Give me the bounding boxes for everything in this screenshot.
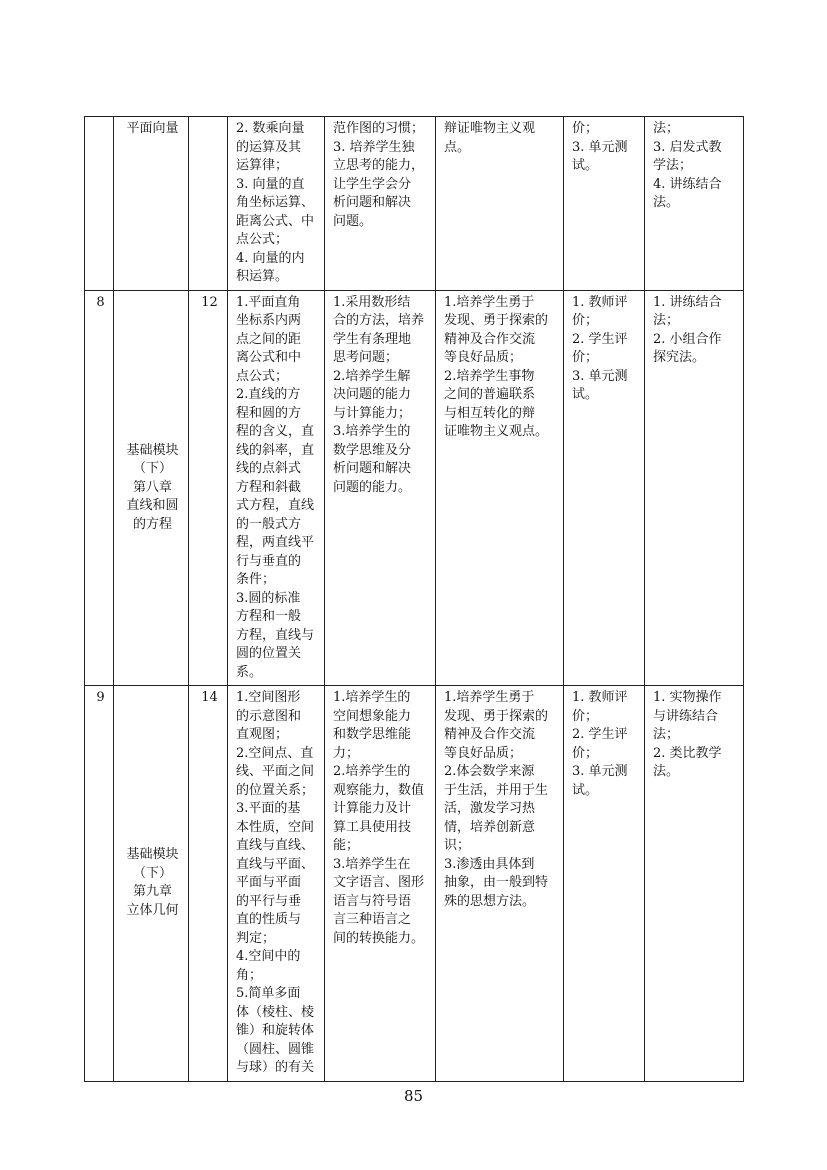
cell-text-line: （圆柱、圆锥 [236,1041,315,1057]
quality-goals-cell [436,686,564,1082]
cell-text-line: 3.培养学生在 [333,856,411,872]
module-chapter-cell [114,290,189,686]
cell-text-line: 程的含义，直 [236,424,315,439]
cell-text-line: 探究法。 [653,350,706,365]
ability-goals-cell [325,686,436,1082]
cell-text-line: 4.空间中的 [236,949,301,964]
cell-text-line: 价； [572,121,599,136]
cell-text-line: 和数学思维能 [333,727,412,742]
cell-text-line: 3. 启发式教 [653,139,722,155]
cell-text-line: 观察能力，数值 [333,782,425,798]
cell-text-line: 3.渗透由具体到 [444,856,535,872]
cell-text-line: 2.培养学生解 [333,368,411,384]
cell-text-line: 析问题和解决 [333,195,412,210]
cell-text-line: 基础模块 [126,847,179,863]
cell-text-line: 与相互转化的辩 [444,405,536,421]
cell-text-line: 1.平面直角 [236,294,301,310]
cell-text-line: 方程，直线与 [236,627,315,643]
cell-text-line: 1. 实物操作 [653,690,722,705]
cell-text-line: 2.培养学生事物 [444,368,535,384]
cell-text-line: 第九章 [132,884,172,900]
cell-text-line: 识； [444,838,471,853]
cell-text-line: 3.圆的标准 [236,590,301,606]
teaching-method-cell [645,290,744,686]
cell-text-line: 合的方法，培养 [333,313,425,328]
cell-text-line: 法； [653,121,680,136]
cell-text-line: 线的点斜式 [236,461,302,476]
cell-text-line: 程，两直线平 [236,535,315,550]
row-number-cell: 8 [85,290,114,686]
cell-text-line: 与球）的有关 [236,1060,315,1075]
cell-text-line: 的运算及其 [236,139,302,155]
ability-goals-cell [325,290,436,686]
cell-text-line: 法； [653,313,680,328]
cell-text-line: 范作图的习惯； [333,121,425,136]
module-chapter-cell [114,117,189,291]
assessment-cell [564,290,645,686]
table-row [85,290,744,686]
cell-text-line: 3. 单元测 [572,368,628,384]
cell-text-line: 本性质，空间 [236,819,315,835]
cell-text-line: 精神及合作交流 [444,727,536,742]
cell-text-line: 1. 讲练结合 [653,294,722,310]
cell-text-line: 力； [333,745,360,761]
cell-text-line: 平面与平面 [236,875,302,890]
cell-text-line: 4. 向量的内 [236,250,305,266]
row-number-cell [85,117,114,291]
cell-text-line: 3. 单元测 [572,764,628,779]
cell-text-line: 的位置关系； [236,782,315,798]
cell-text-line: 算工具使用技 [333,819,412,835]
cell-text-line: 1.培养学生的 [333,690,411,705]
cell-text-line: （下） [132,865,172,881]
cell-text-line: 的方程 [132,516,172,532]
cell-text-line: 直观图； [236,727,289,742]
cell-text-line: 发现、勇于探索的 [444,313,549,328]
cell-text-line: 4. 讲练结合 [653,176,722,192]
cell-text-line: 法； [653,727,680,742]
cell-text-line: 试。 [572,158,599,173]
cell-text-line: 析问题和解决 [333,461,412,476]
quality-goals-cell [436,290,564,686]
cell-text-line: 1.采用数形结 [333,294,411,310]
teaching-method-cell [645,117,744,291]
cell-text-line: 锥）和旋转体 [236,1023,315,1038]
cell-text-line: 间的转换能力。 [333,930,425,946]
cell-text-line: 等良好品质； [444,350,523,365]
cell-text-line: 角坐标运算、 [236,195,315,210]
cell-text-line: 1. 教师评 [572,690,628,705]
teaching-content-cell [228,686,325,1082]
cell-text-line: 线的斜率，直 [236,442,315,458]
cell-text-line: 试。 [572,782,599,798]
cell-text-line: 判定； [236,930,276,946]
cell-text-line: 直线与平面、 [236,856,315,872]
cell-text-line: 角； [236,967,263,983]
cell-text-line: 3. 向量的直 [236,176,305,192]
cell-text-line: 运算律； [236,158,289,173]
teaching-content-cell [228,117,325,291]
cell-text-line: 殊的思想方法。 [444,893,536,909]
cell-text-line: 证唯物主义观点。 [444,424,549,439]
cell-text-line: 1. 教师评 [572,294,628,310]
cell-text-line: 学法； [653,158,693,173]
class-hours-cell [189,117,228,291]
cell-text-line: 文字语言、图形 [333,875,425,890]
table-row [85,117,744,291]
cell-text-line: 言三种语言之 [333,912,412,927]
cell-text-line: 价； [572,708,599,724]
row-number-cell: 9 [85,686,114,1082]
cell-text-line: 抽象，由一般到特 [444,875,549,890]
cell-text-line: 点。 [444,139,471,155]
cell-text-line: （下） [132,461,172,476]
table-row [85,686,744,1082]
cell-text-line: 之间的普遍联系 [444,387,536,402]
assessment-cell [564,686,645,1082]
cell-text-line: 空间想象能力 [333,708,412,724]
cell-text-line: 3.培养学生的 [333,424,411,439]
quality-goals-cell [436,117,564,291]
cell-text-line: 基础模块 [126,442,179,458]
cell-text-line: 立思考的能力， [333,158,425,173]
cell-text-line: 点之间的距 [236,331,302,347]
cell-text-line: 的一般式方 [236,516,302,532]
cell-text-line: 能； [333,838,360,853]
page-number: 85 [403,1087,424,1105]
cell-text-line: 5.简单多面 [236,986,301,1001]
module-chapter-cell [114,686,189,1082]
cell-text-line: 方程和一般 [236,609,302,624]
cell-text-line: 系。 [236,664,263,680]
course-syllabus-table [84,116,744,1082]
cell-text-line: 距离公式、中 [236,213,315,229]
cell-text-line: 语言与符号语 [333,893,412,909]
cell-text-line: 数学思维及分 [333,442,412,458]
class-hours-cell: 14 [189,686,228,1082]
cell-text-line: 第八章 [132,479,172,495]
cell-text-line: 离公式和中 [236,350,302,365]
cell-text-line: 问题。 [333,213,373,229]
cell-text-line: 3.平面的基 [236,801,301,816]
ability-goals-cell [325,117,436,291]
cell-text-line: 精神及合作交流 [444,331,536,347]
cell-text-line: 法。 [653,195,680,210]
teaching-method-cell [645,686,744,1082]
cell-text-line: 让学生学会分 [333,176,412,192]
cell-text-line: 2. 学生评 [572,331,628,347]
cell-text-line: 价； [572,745,599,761]
cell-text-line: 点公式； [236,368,289,384]
cell-text-line: 2.体会数学来源 [444,764,535,779]
cell-text-line: 等良好品质； [444,745,523,761]
cell-text-line: 问题的能力。 [333,479,412,495]
cell-text-line: 2. 类比教学 [653,745,722,761]
class-hours-cell: 12 [189,290,228,686]
cell-text-line: 辩证唯物主义观 [444,121,536,136]
cell-text-line: 活，激发学习热 [444,801,536,816]
cell-text-line: 立体几何 [126,902,179,918]
cell-text-line: 2.直线的方 [236,387,301,402]
cell-text-line: 的平行与垂 [236,893,302,909]
cell-text-line: 2.空间点、直 [236,745,314,761]
cell-text-line: 2. 小组合作 [653,331,722,347]
assessment-cell [564,117,645,291]
cell-text-line: 于生活，并用于生 [444,782,549,798]
cell-text-line: 试。 [572,387,599,402]
cell-text-line: 式方程，直线 [236,498,315,513]
cell-text-line: 2. 数乘向量 [236,121,305,136]
cell-text-line: 学生有条理地 [333,331,412,347]
cell-text-line: 行与垂直的 [236,553,302,569]
cell-text-line: 直线和圆 [126,498,179,513]
cell-text-line: 1.培养学生勇于 [444,690,535,705]
cell-text-line: 点公式； [236,232,289,247]
cell-text-line: 情，培养创新意 [444,819,536,835]
cell-text-line: 价； [572,313,599,328]
cell-text-line: 发现、勇于探索的 [444,708,549,724]
cell-text-line: 直的性质与 [236,912,302,927]
cell-text-line: 条件； [236,572,276,587]
cell-text-line: 决问题的能力 [333,387,412,402]
cell-text-line: 坐标系内两 [236,313,302,328]
cell-text-line: 2.培养学生的 [333,764,411,779]
teaching-content-cell [228,290,325,686]
cell-text-line: 程和圆的方 [236,405,302,421]
cell-text-line: 3. 单元测 [572,139,628,155]
cell-text-line: 的示意图和 [236,708,302,724]
cell-text-line: 线、平面之间 [236,764,315,779]
cell-text-line: 3. 培养学生独 [333,139,415,155]
cell-text-line: 价； [572,350,599,365]
cell-text-line: 直线与直线、 [236,838,315,853]
cell-text-line: 1.培养学生勇于 [444,294,535,310]
cell-text-line: 法。 [653,764,680,779]
cell-text-line: 平面向量 [126,121,179,136]
cell-text-line: 积运算。 [236,269,289,284]
cell-text-line: 方程和斜截 [236,479,302,495]
cell-text-line: 与计算能力； [333,405,412,421]
cell-text-line: 体（棱柱、棱 [236,1004,315,1020]
cell-text-line: 计算能力及计 [333,801,412,816]
cell-text-line: 2. 学生评 [572,727,628,742]
cell-text-line: 圆的位置关 [236,646,302,661]
cell-text-line: 思考问题； [333,350,399,365]
cell-text-line: 1.空间图形 [236,690,301,705]
cell-text-line: 与讲练结合 [653,708,719,724]
